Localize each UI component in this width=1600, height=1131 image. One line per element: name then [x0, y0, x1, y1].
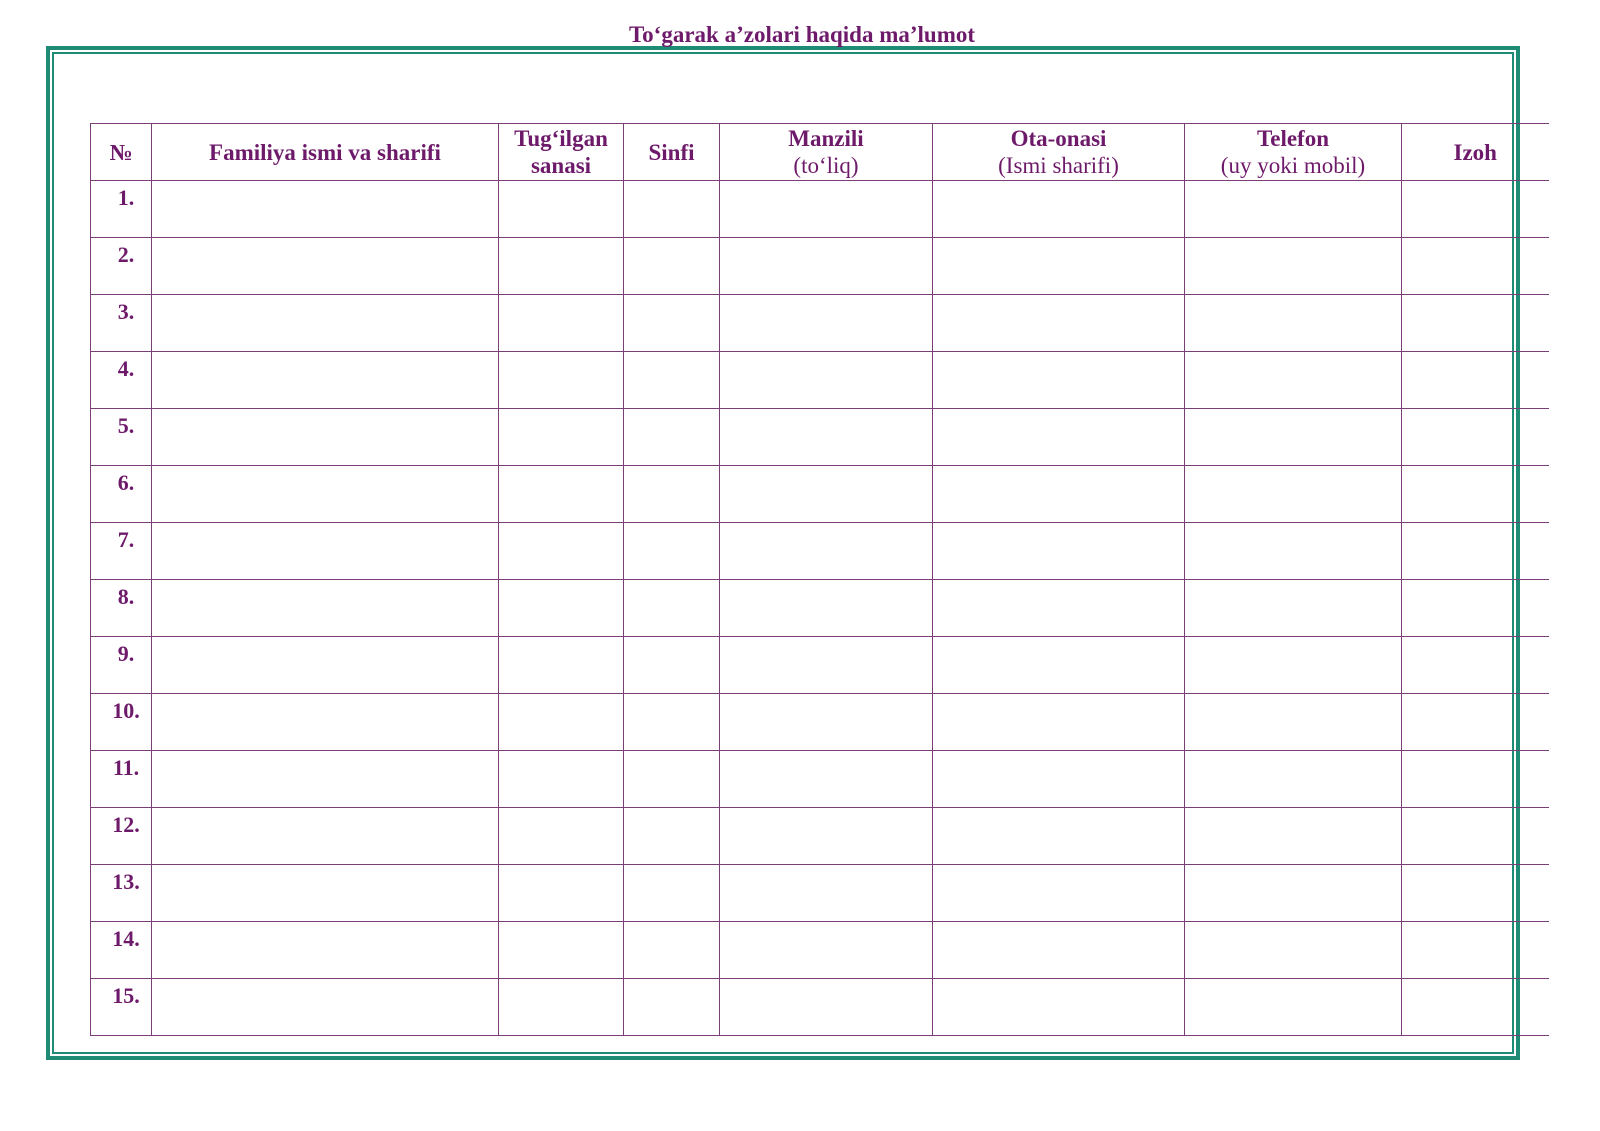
class-cell[interactable]	[624, 808, 720, 865]
header-address: Manzili (to‘liq)	[720, 124, 933, 181]
parents-cell[interactable]	[933, 352, 1185, 409]
phone-cell[interactable]	[1185, 352, 1402, 409]
row-number: 5.	[91, 409, 152, 466]
parents-cell[interactable]	[933, 238, 1185, 295]
row-number: 4.	[91, 352, 152, 409]
row-number: 2.	[91, 238, 152, 295]
notes-cell[interactable]	[1402, 922, 1549, 979]
phone-cell[interactable]	[1185, 979, 1402, 1036]
class-cell[interactable]	[624, 523, 720, 580]
phone-cell[interactable]	[1185, 637, 1402, 694]
members-table	[90, 123, 1549, 1036]
class-cell[interactable]	[624, 979, 720, 1036]
full-name-cell[interactable]	[152, 580, 499, 637]
phone-cell[interactable]	[1185, 751, 1402, 808]
address-cell[interactable]	[720, 808, 933, 865]
notes-cell[interactable]	[1402, 523, 1549, 580]
row-number: 7.	[91, 523, 152, 580]
parents-cell[interactable]	[933, 751, 1185, 808]
address-cell[interactable]	[720, 580, 933, 637]
address-cell[interactable]	[720, 637, 933, 694]
row-number: 10.	[91, 694, 152, 751]
row-number: 6.	[91, 466, 152, 523]
header-row	[91, 124, 1549, 181]
phone-cell[interactable]	[1185, 580, 1402, 637]
class-cell[interactable]	[624, 922, 720, 979]
notes-cell[interactable]	[1402, 751, 1549, 808]
notes-cell[interactable]	[1402, 295, 1549, 352]
birth-date-cell[interactable]	[499, 637, 624, 694]
table-row	[91, 808, 1549, 865]
full-name-cell[interactable]	[152, 523, 499, 580]
phone-cell[interactable]	[1185, 466, 1402, 523]
birth-date-cell[interactable]	[499, 409, 624, 466]
notes-cell[interactable]	[1402, 181, 1549, 238]
birth-date-cell[interactable]	[499, 865, 624, 922]
class-cell[interactable]	[624, 751, 720, 808]
header-notes: Izoh	[1402, 124, 1549, 181]
full-name-cell[interactable]	[152, 922, 499, 979]
address-cell[interactable]	[720, 466, 933, 523]
address-cell[interactable]	[720, 295, 933, 352]
class-cell[interactable]	[624, 352, 720, 409]
header-phone: Telefon (uy yoki mobil)	[1185, 124, 1402, 181]
row-number: 3.	[91, 295, 152, 352]
address-cell[interactable]	[720, 181, 933, 238]
birth-date-cell[interactable]	[499, 295, 624, 352]
class-cell[interactable]	[624, 295, 720, 352]
address-cell[interactable]	[720, 751, 933, 808]
birth-date-cell[interactable]	[499, 979, 624, 1036]
parents-cell[interactable]	[933, 808, 1185, 865]
full-name-cell[interactable]	[152, 238, 499, 295]
class-cell[interactable]	[624, 409, 720, 466]
header-parents: Ota-onasi (Ismi sharifi)	[933, 124, 1185, 181]
birth-date-cell[interactable]	[499, 751, 624, 808]
table-row	[91, 181, 1549, 238]
address-cell[interactable]	[720, 694, 933, 751]
table-row	[91, 409, 1549, 466]
row-number: 11.	[91, 751, 152, 808]
header-number: №	[91, 124, 152, 181]
parents-cell[interactable]	[933, 694, 1185, 751]
class-cell[interactable]	[624, 181, 720, 238]
row-number: 14.	[91, 922, 152, 979]
table-row	[91, 295, 1549, 352]
full-name-cell[interactable]	[152, 352, 499, 409]
full-name-cell[interactable]	[152, 865, 499, 922]
phone-cell[interactable]	[1185, 238, 1402, 295]
phone-cell[interactable]	[1185, 694, 1402, 751]
birth-date-cell[interactable]	[499, 181, 624, 238]
row-number: 9.	[91, 637, 152, 694]
birth-date-cell[interactable]	[499, 238, 624, 295]
parents-cell[interactable]	[933, 637, 1185, 694]
class-cell[interactable]	[624, 694, 720, 751]
parents-cell[interactable]	[933, 979, 1185, 1036]
parents-cell[interactable]	[933, 181, 1185, 238]
table-row	[91, 694, 1549, 751]
table-row	[91, 865, 1549, 922]
address-cell[interactable]	[720, 922, 933, 979]
address-cell[interactable]	[720, 352, 933, 409]
class-cell[interactable]	[624, 238, 720, 295]
notes-cell[interactable]	[1402, 238, 1549, 295]
notes-cell[interactable]	[1402, 352, 1549, 409]
full-name-cell[interactable]	[152, 979, 499, 1036]
address-cell[interactable]	[720, 409, 933, 466]
address-cell[interactable]	[720, 523, 933, 580]
birth-date-cell[interactable]	[499, 466, 624, 523]
parents-cell[interactable]	[933, 922, 1185, 979]
birth-date-cell[interactable]	[499, 580, 624, 637]
phone-cell[interactable]	[1185, 865, 1402, 922]
birth-date-cell[interactable]	[499, 808, 624, 865]
phone-cell[interactable]	[1185, 295, 1402, 352]
full-name-cell[interactable]	[152, 808, 499, 865]
parents-cell[interactable]	[933, 580, 1185, 637]
phone-cell[interactable]	[1185, 808, 1402, 865]
row-number: 15.	[91, 979, 152, 1036]
notes-cell[interactable]	[1402, 694, 1549, 751]
notes-cell[interactable]	[1402, 979, 1549, 1036]
phone-cell[interactable]	[1185, 409, 1402, 466]
full-name-cell[interactable]	[152, 694, 499, 751]
birth-date-cell[interactable]	[499, 523, 624, 580]
row-number: 8.	[91, 580, 152, 637]
phone-cell[interactable]	[1185, 922, 1402, 979]
table-body	[91, 181, 1549, 1036]
header-birth-date: Tug‘ilgan sanasi	[499, 124, 624, 181]
full-name-cell[interactable]	[152, 181, 499, 238]
parents-cell[interactable]	[933, 466, 1185, 523]
birth-date-cell[interactable]	[499, 922, 624, 979]
table-row	[91, 922, 1549, 979]
table-row	[91, 352, 1549, 409]
row-number: 12.	[91, 808, 152, 865]
parents-cell[interactable]	[933, 523, 1185, 580]
table-row	[91, 523, 1549, 580]
notes-cell[interactable]	[1402, 409, 1549, 466]
parents-cell[interactable]	[933, 295, 1185, 352]
class-cell[interactable]	[624, 466, 720, 523]
full-name-cell[interactable]	[152, 295, 499, 352]
phone-cell[interactable]	[1185, 181, 1402, 238]
birth-date-cell[interactable]	[499, 694, 624, 751]
table-row	[91, 466, 1549, 523]
full-name-cell[interactable]	[152, 409, 499, 466]
header-class: Sinfi	[624, 124, 720, 181]
class-cell[interactable]	[624, 580, 720, 637]
phone-cell[interactable]	[1185, 523, 1402, 580]
notes-cell[interactable]	[1402, 637, 1549, 694]
full-name-cell[interactable]	[152, 466, 499, 523]
class-cell[interactable]	[624, 637, 720, 694]
notes-cell[interactable]	[1402, 466, 1549, 523]
full-name-cell[interactable]	[152, 637, 499, 694]
notes-cell[interactable]	[1402, 865, 1549, 922]
notes-cell[interactable]	[1402, 580, 1549, 637]
full-name-cell[interactable]	[152, 751, 499, 808]
table-row	[91, 238, 1549, 295]
table-row	[91, 580, 1549, 637]
table-row	[91, 751, 1549, 808]
address-cell[interactable]	[720, 979, 933, 1036]
table-row	[91, 637, 1549, 694]
class-cell[interactable]	[624, 865, 720, 922]
notes-cell[interactable]	[1402, 808, 1549, 865]
row-number: 13.	[91, 865, 152, 922]
document-title: To‘garak a’zolari haqida ma’lumot	[628, 22, 976, 47]
parents-cell[interactable]	[933, 409, 1185, 466]
table-row	[91, 979, 1549, 1036]
address-cell[interactable]	[720, 238, 933, 295]
row-number: 1.	[91, 181, 152, 238]
address-cell[interactable]	[720, 865, 933, 922]
parents-cell[interactable]	[933, 865, 1185, 922]
header-full-name: Familiya ismi va sharifi	[152, 124, 499, 181]
birth-date-cell[interactable]	[499, 352, 624, 409]
